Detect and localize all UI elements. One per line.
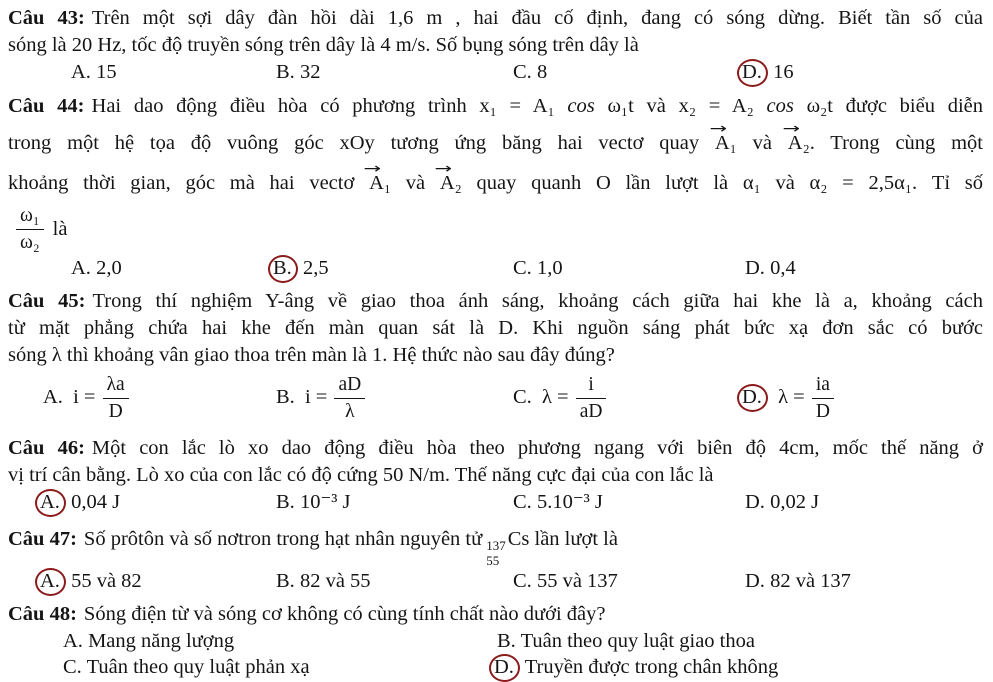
fraction [812, 374, 834, 423]
question-line [8, 32, 983, 59]
option-text: Tuân theo quy luật giao thoa [515, 630, 755, 653]
answer-options-row [8, 59, 983, 86]
question-line [8, 524, 983, 568]
answer-option [742, 373, 983, 423]
question-text: Một con lắc lò xo dao động điều hòa theo phương ngang với biên độ 4cm, mốc thế năng ở [91, 437, 983, 459]
option-letter: D. [745, 257, 765, 279]
option-letter: D. [745, 570, 765, 593]
answer-option [16, 59, 276, 86]
option-letter: C. [63, 656, 82, 679]
question-text: từ mặt phẳng chứa hai khe đến màn quan sát là D. Khi nguồn sáng phát bức xạ đơn sắc có bước [8, 317, 983, 339]
answer-option [16, 568, 276, 595]
option-text: 10⁻³ J [294, 491, 351, 513]
marked-answer-letter: A. [35, 489, 66, 517]
option-letter: D. [745, 491, 765, 513]
question-number: Câu 46: [8, 437, 85, 459]
marked-answer-letter: D. [489, 654, 520, 682]
option-text: 55 và 82 [65, 570, 142, 593]
option-letter: B. [276, 491, 295, 513]
answer-option [273, 255, 513, 282]
question-line [8, 601, 983, 628]
option-letter: C. [513, 570, 532, 593]
answer-option [513, 374, 745, 423]
fraction-denominator: λ [345, 400, 355, 422]
question-text: Trong thí nghiệm Y-âng về giao thoa ánh sáng, khoảng cách giữa hai khe là a, khoảng cách [92, 290, 983, 312]
answer-option [494, 654, 983, 680]
question-text: và [736, 132, 788, 154]
option-letter: B. [276, 385, 295, 408]
atomic-number: 55 [486, 552, 500, 568]
question-48 [8, 601, 983, 680]
option-letter: B. [497, 630, 516, 653]
question-47 [8, 524, 983, 595]
answer-option [497, 628, 983, 654]
option-formula-lhs: λ = [536, 385, 574, 408]
option-text: 0,4 [764, 257, 796, 279]
question-line [8, 462, 983, 489]
option-text: 82 và 55 [294, 570, 371, 593]
option-text: 2,5 [297, 257, 329, 279]
option-letter: A. [71, 61, 91, 83]
option-formula-lhs: λ = [772, 385, 810, 408]
answer-options-row [8, 568, 983, 595]
answer-option [745, 489, 983, 516]
answer-option [16, 255, 276, 282]
option-text: 1,0 [531, 257, 563, 279]
fraction-denominator: aD [579, 400, 603, 422]
cos-function: cos [567, 95, 595, 117]
option-letter: C. [513, 491, 532, 513]
answer-option [63, 654, 497, 680]
answer-option [276, 59, 513, 86]
question-text: lần lượt là [529, 528, 618, 550]
option-text: Tuân theo quy luật phản xạ [81, 656, 310, 679]
option-letter: A. [63, 630, 83, 653]
option-text: 0,02 J [764, 491, 820, 513]
option-text: Mang năng lượng [82, 630, 235, 653]
question-text: Hai dao động điều hòa có phương trình x₁ = A₁ [91, 95, 568, 117]
question-43 [8, 5, 983, 86]
answer-option [513, 255, 745, 282]
question-text: ω₁t và x₂ = A₂ [594, 95, 767, 117]
question-number: Câu 44: [8, 95, 85, 117]
option-text: 8 [531, 61, 548, 83]
answer-option [513, 489, 745, 516]
question-text: . Trong cùng một [809, 132, 984, 154]
question-text: sóng λ thì khoảng vân giao thoa trên màn là 1. Hệ thức nào sau đây đúng? [8, 344, 615, 366]
question-text: Trên một sợi dây đàn hồi dài 1,6 m , hai đầu cố định, đang có sóng dừng. Biết tần số của [91, 7, 983, 29]
option-text: Truyền được trong chân không [519, 656, 779, 679]
nuclide-notation [486, 539, 506, 568]
question-text: ω₂t được biểu diễn [793, 95, 984, 117]
question-line [8, 342, 983, 369]
answer-options-row [8, 489, 983, 516]
vector-symbol: → A₁ [369, 163, 391, 203]
answer-option [276, 374, 513, 423]
answer-option [513, 568, 745, 595]
question-text: sóng là 20 Hz, tốc độ truyền sóng trên dây là 4 m/s. Số bụng sóng trên dây là [8, 34, 639, 56]
marked-answer-letter: A. [35, 568, 66, 596]
question-line [8, 163, 983, 203]
element-symbol: Cs [507, 528, 530, 550]
question-number: Câu 48: [8, 603, 77, 626]
option-text: 15 [90, 61, 117, 83]
question-text: khoảng thời gian, góc mà hai vectơ [8, 172, 370, 194]
question-number: Câu 45: [8, 290, 86, 312]
question-number: Câu 47: [8, 528, 77, 550]
option-letter: A. [43, 385, 63, 408]
answer-option [276, 568, 513, 595]
question-44 [8, 90, 983, 282]
question-46 [8, 435, 983, 516]
question-text: là [52, 217, 68, 240]
marked-answer-letter: D. [737, 59, 768, 87]
fraction [576, 374, 607, 423]
question-text: trong một hệ tọa độ vuông góc xOy tương ứng băng hai vectơ quay [8, 132, 715, 154]
question-line [8, 123, 983, 163]
answer-option [276, 489, 513, 516]
option-text: 5.10⁻³ J [531, 491, 603, 513]
omega-ratio-expression [8, 203, 983, 255]
answer-option [513, 59, 745, 86]
fraction-numerator: ω₁ [16, 205, 44, 230]
question-line [8, 288, 983, 315]
fraction [334, 374, 365, 423]
answer-option [745, 255, 983, 282]
option-text: 0,04 J [65, 491, 121, 513]
fraction-numerator: λa [103, 374, 129, 399]
option-letter: A. [71, 257, 91, 279]
fraction-denominator: D [108, 400, 123, 422]
answer-option [745, 568, 983, 595]
option-letter: C. [513, 257, 532, 279]
option-text: 32 [294, 61, 321, 83]
fraction-denominator: D [815, 400, 830, 422]
marked-answer-letter: D. [737, 384, 768, 412]
answer-option [63, 628, 497, 654]
option-formula-lhs: i = [299, 385, 333, 408]
option-letter: C. [513, 61, 532, 83]
question-line [8, 435, 983, 462]
cos-function: cos [766, 95, 794, 117]
option-letter: C. [513, 385, 532, 408]
answer-option [16, 374, 276, 423]
vector-symbol: → A₁ [715, 123, 737, 163]
option-letter: B. [276, 61, 295, 83]
question-line [8, 5, 983, 32]
answer-options-row [8, 255, 983, 282]
answer-options-row [8, 369, 983, 427]
option-text: 82 và 137 [764, 570, 851, 593]
answer-option [742, 59, 983, 86]
question-text: và [391, 172, 440, 194]
answer-options-grid [8, 628, 983, 680]
option-letter: B. [276, 570, 295, 593]
option-text: 2,0 [90, 257, 122, 279]
question-text: quay quanh O lần lượt là α₁ và α₂ = 2,5α₁. Tỉ số [461, 172, 984, 194]
mass-number: 137 [486, 538, 506, 553]
question-45 [8, 288, 983, 427]
question-text: vị trí cân bằng. Lò xo của con lắc có độ cứng 50 N/m. Thế năng cực đại của con lắc là [8, 464, 714, 486]
question-line [8, 315, 983, 342]
option-text: 55 và 137 [531, 570, 618, 593]
fraction-numerator: i [576, 374, 607, 399]
option-formula-lhs: i = [67, 385, 101, 408]
fraction-denominator: ω₂ [20, 231, 40, 253]
vector-symbol: → A₂ [788, 123, 810, 163]
question-text: Số prôtôn và số nơtron trong hạt nhân nguyên tử [83, 528, 483, 550]
fraction-numerator: aD [334, 374, 365, 399]
vector-symbol: → A₂ [440, 163, 462, 203]
fraction [103, 374, 129, 423]
fraction [16, 205, 44, 254]
option-text: 16 [767, 61, 794, 83]
fraction-numerator: ia [812, 374, 834, 399]
question-line [8, 90, 983, 123]
question-number: Câu 43: [8, 7, 85, 29]
marked-answer-letter: B. [268, 255, 298, 283]
question-text: Sóng điện từ và sóng cơ không có cùng tính chất nào dưới đây? [83, 603, 606, 626]
answer-option [16, 489, 276, 516]
